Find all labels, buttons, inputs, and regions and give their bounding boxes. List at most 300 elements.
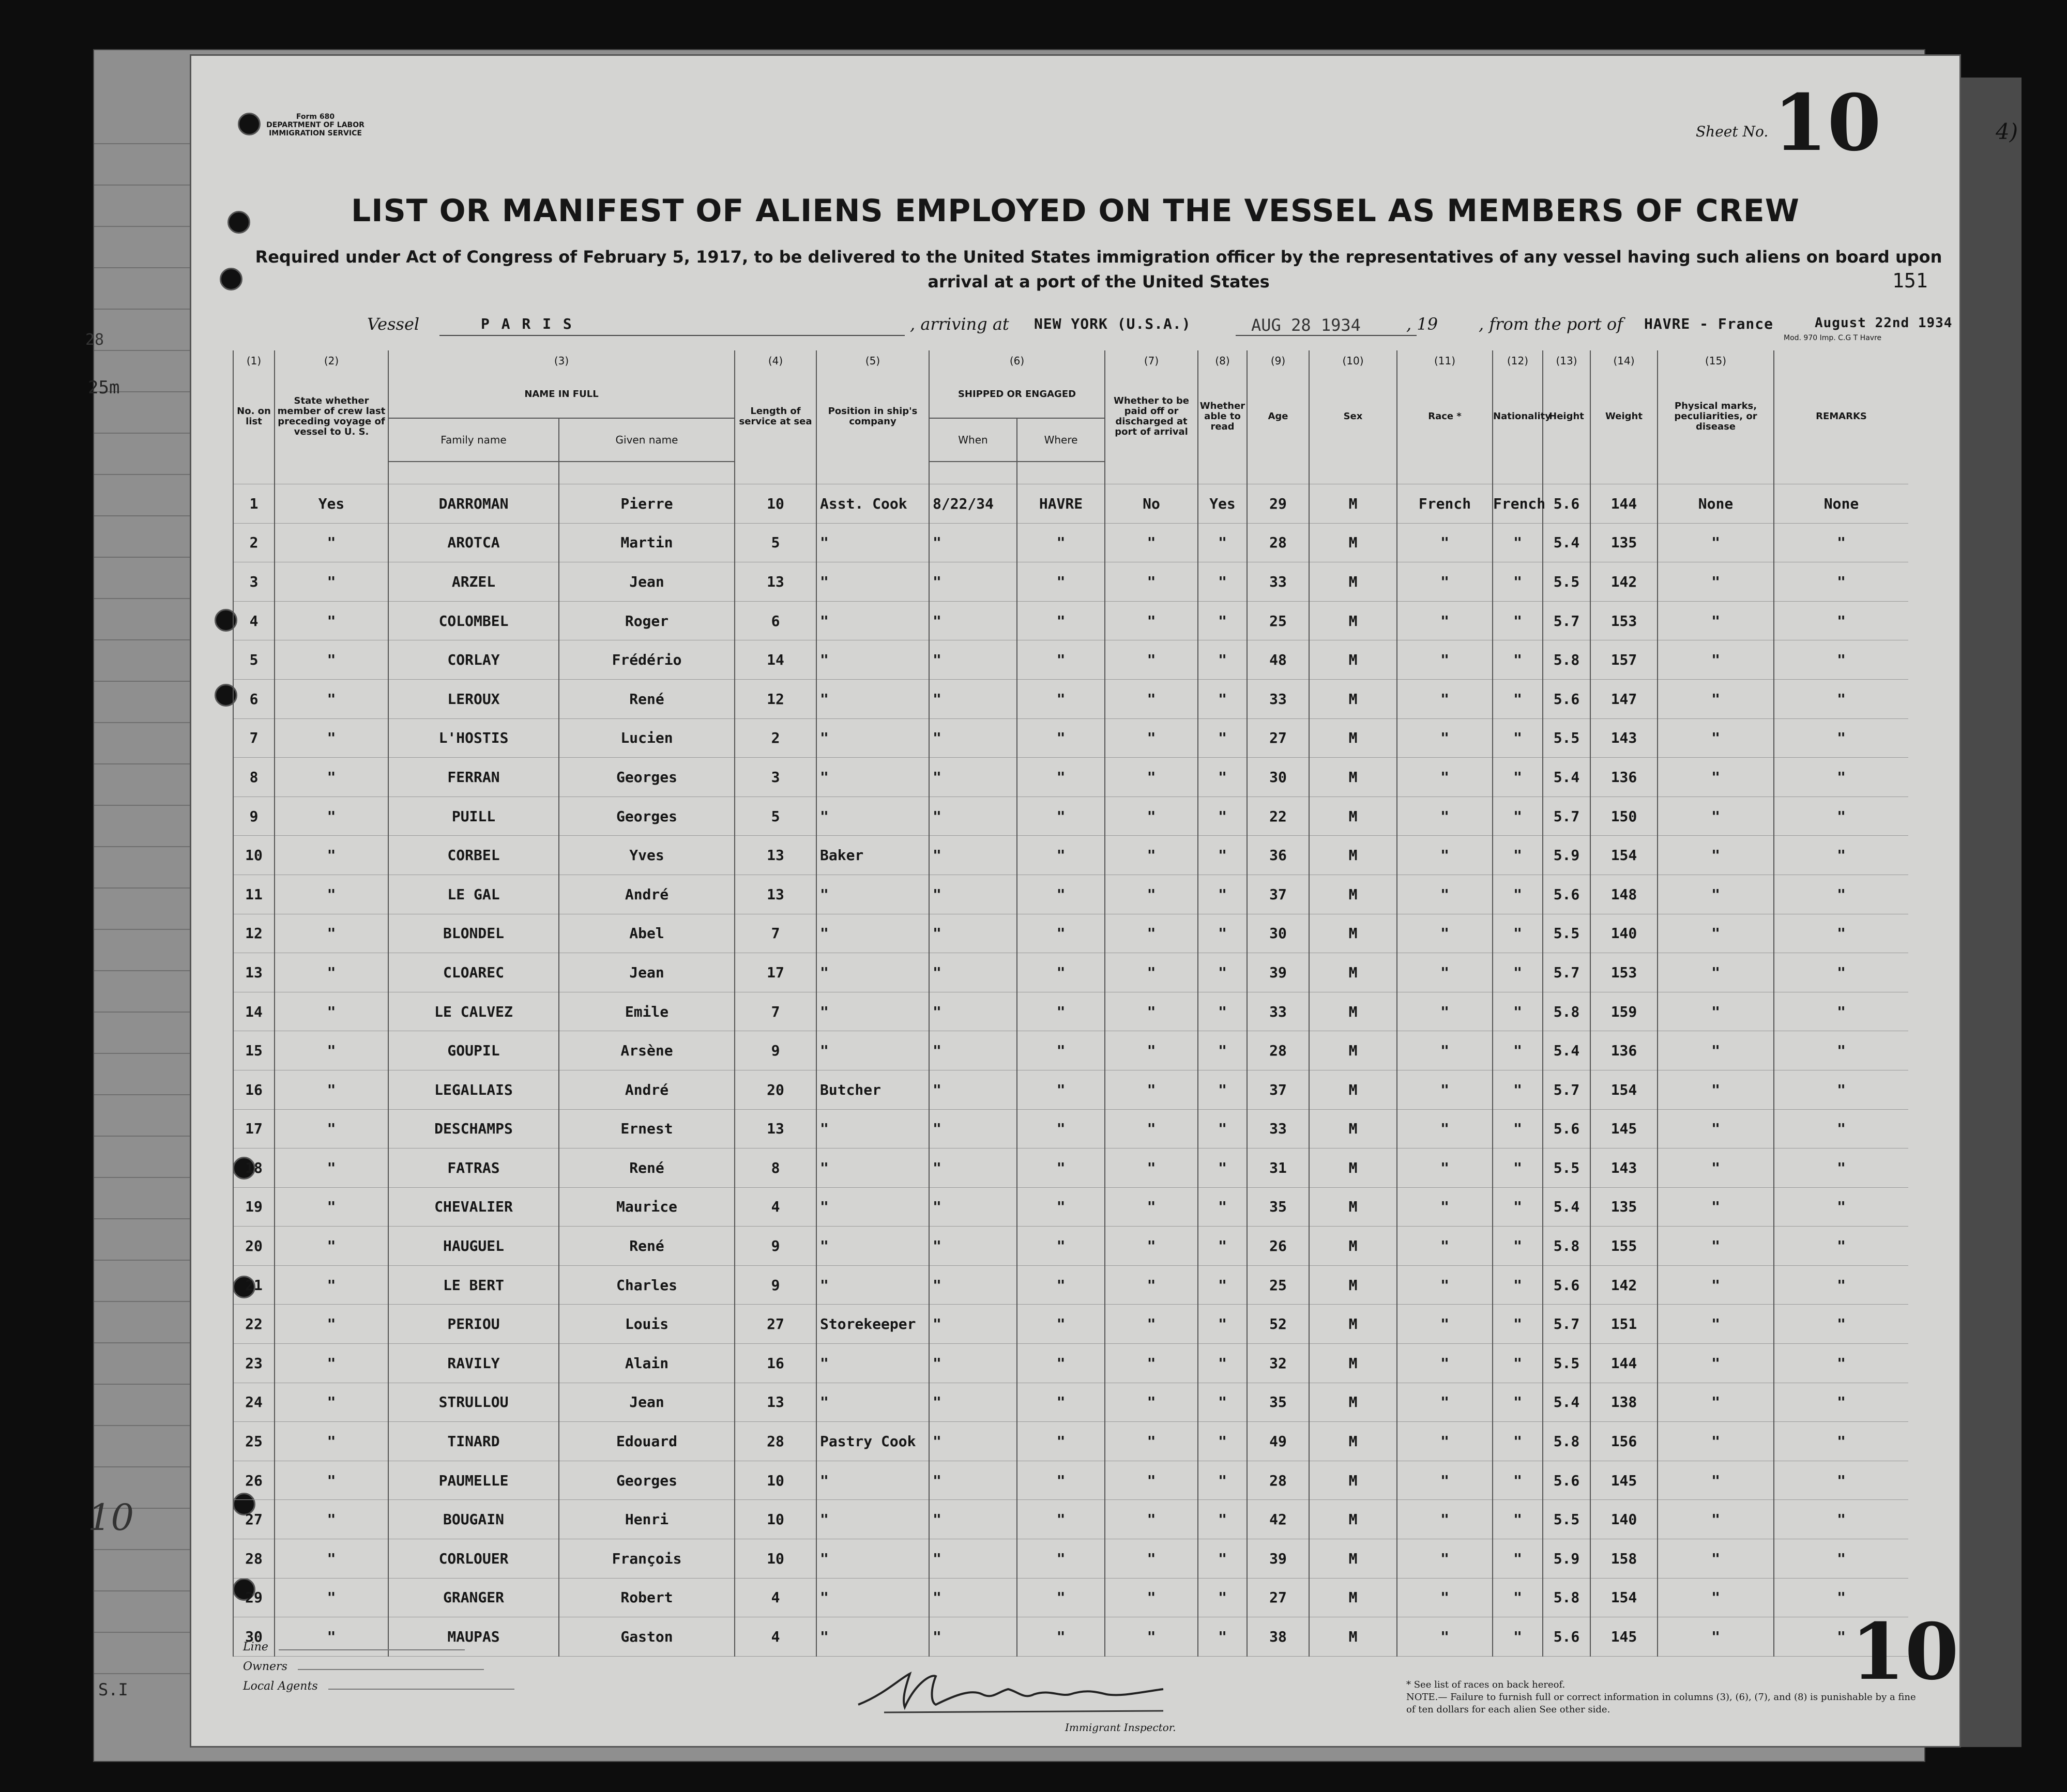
column-number: (2) (275, 350, 388, 371)
sex-cell: M (1309, 758, 1397, 797)
form-number: Form 680 (296, 113, 335, 121)
weight-cell: 145 (1590, 1109, 1658, 1148)
service-length-cell: 10 (735, 1500, 816, 1539)
column-number: (10) (1309, 350, 1397, 371)
physical-marks-cell: " (1658, 679, 1774, 718)
position-cell: " (816, 758, 929, 797)
weight-cell: 135 (1590, 1187, 1658, 1227)
physical-marks-cell: " (1658, 875, 1774, 914)
race-cell: " (1397, 640, 1493, 680)
service-length-cell: 9 (735, 1031, 816, 1070)
paid-off-cell: " (1105, 679, 1198, 718)
remarks-cell: " (1774, 758, 1908, 797)
remarks-cell: " (1774, 1461, 1908, 1500)
race-cell: " (1397, 1461, 1493, 1500)
footnote (1406, 1679, 1918, 1716)
family-name-cell: CLOAREC (388, 953, 559, 992)
crew-manifest-table (233, 350, 1908, 1657)
shipped-when-cell: " (929, 1187, 1017, 1227)
underlying-label-si: S.I (98, 1680, 128, 1699)
given-name-cell: Gaston (559, 1617, 735, 1657)
column-number: (11) (1397, 350, 1493, 371)
row-number-cell: 5 (233, 640, 275, 680)
previous-voyage-cell: " (275, 562, 388, 602)
race-cell: " (1397, 1539, 1493, 1579)
race-cell: " (1397, 836, 1493, 875)
age-cell: 30 (1247, 758, 1309, 797)
shipped-where-cell: " (1017, 1187, 1105, 1227)
height-cell: 5.7 (1543, 797, 1590, 836)
sex-cell: M (1309, 484, 1397, 524)
race-cell: " (1397, 992, 1493, 1031)
position-cell: " (816, 875, 929, 914)
able-to-read-cell: " (1198, 953, 1247, 992)
remarks-cell: " (1774, 1578, 1908, 1617)
remarks-cell: " (1774, 836, 1908, 875)
service-length-cell: 13 (735, 1383, 816, 1422)
nationality-cell: " (1493, 1578, 1543, 1617)
able-to-read-cell: " (1198, 1265, 1247, 1305)
nationality-cell: " (1493, 1148, 1543, 1188)
service-length-cell: 8 (735, 1148, 816, 1188)
position-cell: Pastry Cook (816, 1422, 929, 1461)
previous-voyage-cell: " (275, 758, 388, 797)
table-row (233, 1305, 1908, 1344)
sex-cell: M (1309, 718, 1397, 758)
table-row (233, 1070, 1908, 1109)
header-no-on-list: No. on list (233, 371, 275, 462)
row-number-cell: 18 (233, 1148, 275, 1188)
age-cell: 28 (1247, 1031, 1309, 1070)
table-row (233, 484, 1908, 524)
height-cell: 5.7 (1543, 601, 1590, 640)
table-row (233, 797, 1908, 836)
table-row (233, 1031, 1908, 1070)
position-cell: Butcher (816, 1070, 929, 1109)
form-department: DEPARTMENT OF LABOR (266, 121, 364, 129)
shipped-where-cell: " (1017, 1578, 1105, 1617)
age-cell: 42 (1247, 1500, 1309, 1539)
handwritten-count: 10 (88, 1496, 134, 1539)
previous-voyage-cell: " (275, 953, 388, 992)
column-number: (3) (388, 350, 735, 371)
nationality-cell: " (1493, 1344, 1543, 1383)
sex-cell: M (1309, 1422, 1397, 1461)
shipped-where-cell: " (1017, 523, 1105, 562)
service-length-cell: 2 (735, 718, 816, 758)
height-cell: 5.5 (1543, 1500, 1590, 1539)
previous-voyage-cell: " (275, 1500, 388, 1539)
family-name-cell: LEGALLAIS (388, 1070, 559, 1109)
departure-date: August 22nd 1934 (1815, 315, 1953, 331)
footnote-penalty: NOTE.— Failure to furnish full or correct information in columns (3), (6), (7), and (8) is punishable by a fine of ten dollars for each alien See other side. (1406, 1692, 1916, 1715)
service-length-cell: 5 (735, 797, 816, 836)
able-to-read-cell: " (1198, 1305, 1247, 1344)
age-cell: 25 (1247, 601, 1309, 640)
previous-voyage-cell: " (275, 640, 388, 680)
height-cell: 5.4 (1543, 1383, 1590, 1422)
nationality-cell: " (1493, 601, 1543, 640)
height-cell: 5.7 (1543, 1305, 1590, 1344)
service-length-cell: 13 (735, 836, 816, 875)
row-number-cell: 13 (233, 953, 275, 992)
vessel-line (191, 314, 1959, 340)
service-length-cell: 10 (735, 1539, 816, 1579)
physical-marks-cell: " (1658, 1422, 1774, 1461)
remarks-cell: " (1774, 992, 1908, 1031)
paid-off-cell: " (1105, 1617, 1198, 1657)
race-cell: " (1397, 1344, 1493, 1383)
column-number: (6) (929, 350, 1105, 371)
family-name-cell: FATRAS (388, 1148, 559, 1188)
shipped-when-cell: 8/22/34 (929, 484, 1017, 524)
shipped-when-cell: " (929, 1265, 1017, 1305)
family-name-cell: GRANGER (388, 1578, 559, 1617)
nationality-cell: " (1493, 914, 1543, 953)
weight-cell: 145 (1590, 1617, 1658, 1657)
family-name-cell: LE GAL (388, 875, 559, 914)
able-to-read-cell: " (1198, 1070, 1247, 1109)
previous-voyage-cell: " (275, 1070, 388, 1109)
race-cell: " (1397, 1148, 1493, 1188)
shipped-where-cell: " (1017, 758, 1105, 797)
sex-cell: M (1309, 1305, 1397, 1344)
sex-cell: M (1309, 1461, 1397, 1500)
family-name-cell: GOUPIL (388, 1031, 559, 1070)
paid-off-cell: " (1105, 640, 1198, 680)
physical-marks-cell: " (1658, 1227, 1774, 1266)
given-name-cell: André (559, 1070, 735, 1109)
table-row (233, 1539, 1908, 1579)
table-row (233, 679, 1908, 718)
service-length-cell: 17 (735, 953, 816, 992)
weight-cell: 154 (1590, 1070, 1658, 1109)
position-cell: Baker (816, 836, 929, 875)
table-row (233, 1265, 1908, 1305)
column-number: (7) (1105, 350, 1198, 371)
race-cell: " (1397, 953, 1493, 992)
previous-voyage-cell: " (275, 992, 388, 1031)
footer-owners-field: Owners (243, 1657, 514, 1677)
weight-cell: 136 (1590, 1031, 1658, 1070)
weight-cell: 136 (1590, 758, 1658, 797)
paid-off-cell: " (1105, 1578, 1198, 1617)
able-to-read-cell: " (1198, 1500, 1247, 1539)
previous-voyage-cell: " (275, 1617, 388, 1657)
height-cell: 5.6 (1543, 1461, 1590, 1500)
age-cell: 48 (1247, 640, 1309, 680)
shipped-when-cell: " (929, 1500, 1017, 1539)
nationality-cell: " (1493, 718, 1543, 758)
position-cell: " (816, 1500, 929, 1539)
table-row (233, 601, 1908, 640)
shipped-when-cell: " (929, 523, 1017, 562)
height-cell: 5.4 (1543, 1031, 1590, 1070)
weight-cell: 135 (1590, 523, 1658, 562)
height-cell: 5.5 (1543, 562, 1590, 602)
position-cell: " (816, 1109, 929, 1148)
inspector-label: Immigrant Inspector. (1065, 1721, 1176, 1734)
able-to-read-cell: " (1198, 1344, 1247, 1383)
header-family-name: Family name (388, 418, 559, 462)
column-number (1774, 350, 1908, 371)
header-paid-off: Whether to be paid off or discharged at port of arrival (1105, 371, 1198, 462)
able-to-read-cell: " (1198, 1187, 1247, 1227)
footer-fields (243, 1637, 514, 1696)
race-cell: " (1397, 914, 1493, 953)
remarks-cell: " (1774, 875, 1908, 914)
race-cell: " (1397, 1383, 1493, 1422)
physical-marks-cell: " (1658, 1344, 1774, 1383)
age-cell: 49 (1247, 1422, 1309, 1461)
age-cell: 33 (1247, 992, 1309, 1031)
nationality-cell: " (1493, 797, 1543, 836)
given-name-cell: Georges (559, 758, 735, 797)
table-row (233, 758, 1908, 797)
vessel-underline (439, 335, 905, 336)
previous-voyage-cell: " (275, 601, 388, 640)
sheet-number-label: Sheet No. (1696, 123, 1769, 140)
physical-marks-cell: " (1658, 1109, 1774, 1148)
given-name-cell: Martin (559, 523, 735, 562)
position-cell: " (816, 953, 929, 992)
paid-off-cell: " (1105, 1070, 1198, 1109)
physical-marks-cell: None (1658, 484, 1774, 524)
previous-voyage-cell: " (275, 679, 388, 718)
able-to-read-cell: " (1198, 1227, 1247, 1266)
able-to-read-cell: " (1198, 875, 1247, 914)
race-cell: " (1397, 1187, 1493, 1227)
age-cell: 30 (1247, 914, 1309, 953)
weight-cell: 144 (1590, 1344, 1658, 1383)
weight-cell: 145 (1590, 1461, 1658, 1500)
able-to-read-cell: " (1198, 601, 1247, 640)
service-length-cell: 13 (735, 1109, 816, 1148)
arrival-date-stamp: AUG 28 1934 (1251, 315, 1361, 335)
weight-cell: 143 (1590, 1148, 1658, 1188)
race-cell: " (1397, 1617, 1493, 1657)
family-name-cell: DESCHAMPS (388, 1109, 559, 1148)
race-cell: " (1397, 718, 1493, 758)
position-cell: " (816, 1617, 929, 1657)
family-name-cell: BLONDEL (388, 914, 559, 953)
row-number-cell: 4 (233, 601, 275, 640)
shipped-where-cell: " (1017, 601, 1105, 640)
sex-cell: M (1309, 1227, 1397, 1266)
weight-cell: 140 (1590, 914, 1658, 953)
column-number: (9) (1247, 350, 1309, 371)
shipped-where-cell: " (1017, 1265, 1105, 1305)
physical-marks-cell: " (1658, 1305, 1774, 1344)
position-cell: " (816, 601, 929, 640)
shipped-when-cell: " (929, 914, 1017, 953)
shipped-when-cell: " (929, 992, 1017, 1031)
nationality-cell: " (1493, 953, 1543, 992)
arrival-port: NEW YORK (U.S.A.) (1034, 315, 1191, 332)
race-cell: " (1397, 562, 1493, 602)
previous-voyage-cell: " (275, 718, 388, 758)
physical-marks-cell: " (1658, 1578, 1774, 1617)
shipped-when-cell: " (929, 1539, 1017, 1579)
position-cell: " (816, 992, 929, 1031)
age-cell: 26 (1247, 1227, 1309, 1266)
column-number: (12) (1493, 350, 1543, 371)
shipped-where-cell: " (1017, 953, 1105, 992)
age-cell: 38 (1247, 1617, 1309, 1657)
position-cell: " (816, 1031, 929, 1070)
header-age: Age (1247, 371, 1309, 462)
weight-cell: 158 (1590, 1539, 1658, 1579)
remarks-cell: " (1774, 1422, 1908, 1461)
age-cell: 36 (1247, 836, 1309, 875)
age-cell: 39 (1247, 1539, 1309, 1579)
able-to-read-cell: " (1198, 1461, 1247, 1500)
physical-marks-cell: " (1658, 1539, 1774, 1579)
row-number-cell: 15 (233, 1031, 275, 1070)
age-cell: 31 (1247, 1148, 1309, 1188)
position-cell: " (816, 1578, 929, 1617)
nationality-cell: " (1493, 1305, 1543, 1344)
weight-cell: 157 (1590, 640, 1658, 680)
height-cell: 5.7 (1543, 1070, 1590, 1109)
given-name-cell: René (559, 1227, 735, 1266)
shipped-when-cell: " (929, 797, 1017, 836)
position-cell: " (816, 1187, 929, 1227)
nationality-cell: " (1493, 992, 1543, 1031)
row-number-cell: 19 (233, 1187, 275, 1227)
shipped-when-cell: " (929, 679, 1017, 718)
weight-cell: 154 (1590, 836, 1658, 875)
remarks-cell: " (1774, 1617, 1908, 1657)
position-cell: Storekeeper (816, 1305, 929, 1344)
nationality-cell: " (1493, 1187, 1543, 1227)
shipped-when-cell: " (929, 1422, 1017, 1461)
height-cell: 5.4 (1543, 1187, 1590, 1227)
shipped-when-cell: " (929, 875, 1017, 914)
nationality-cell: " (1493, 1265, 1543, 1305)
physical-marks-cell: " (1658, 562, 1774, 602)
shipped-when-cell: " (929, 758, 1017, 797)
header-where: Where (1017, 418, 1105, 462)
able-to-read-cell: " (1198, 1422, 1247, 1461)
row-number-cell: 22 (233, 1305, 275, 1344)
header-when: When (929, 418, 1017, 462)
table-row (233, 562, 1908, 602)
able-to-read-cell: " (1198, 797, 1247, 836)
table-row (233, 875, 1908, 914)
shipped-where-cell: " (1017, 836, 1105, 875)
remarks-cell: " (1774, 1070, 1908, 1109)
sex-cell: M (1309, 1187, 1397, 1227)
height-cell: 5.7 (1543, 953, 1590, 992)
physical-marks-cell: " (1658, 1070, 1774, 1109)
row-number-cell: 1 (233, 484, 275, 524)
sex-cell: M (1309, 1539, 1397, 1579)
paid-off-cell: " (1105, 562, 1198, 602)
able-to-read-cell: " (1198, 718, 1247, 758)
table-row (233, 992, 1908, 1031)
weight-cell: 159 (1590, 992, 1658, 1031)
able-to-read-cell: " (1198, 1109, 1247, 1148)
previous-voyage-cell: " (275, 523, 388, 562)
shipped-where-cell: " (1017, 797, 1105, 836)
weight-cell: 153 (1590, 601, 1658, 640)
header-position: Position in ship's company (816, 371, 929, 462)
sex-cell: M (1309, 1148, 1397, 1188)
given-name-cell: Roger (559, 601, 735, 640)
position-cell: " (816, 640, 929, 680)
previous-voyage-cell: " (275, 1109, 388, 1148)
paid-off-cell: " (1105, 836, 1198, 875)
given-name-cell: Charles (559, 1265, 735, 1305)
nationality-cell: " (1493, 1617, 1543, 1657)
height-cell: 5.8 (1543, 1578, 1590, 1617)
table-row (233, 640, 1908, 680)
table-row (233, 836, 1908, 875)
physical-marks-cell: " (1658, 1461, 1774, 1500)
shipped-where-cell: " (1017, 1461, 1105, 1500)
given-name-cell: Yves (559, 836, 735, 875)
paid-off-cell: " (1105, 1227, 1198, 1266)
paid-off-cell: " (1105, 1305, 1198, 1344)
weight-cell: 150 (1590, 797, 1658, 836)
given-name-cell: Ernest (559, 1109, 735, 1148)
header-length-of-service: Length of service at sea (735, 371, 816, 462)
row-number-cell: 3 (233, 562, 275, 602)
shipped-where-cell: " (1017, 914, 1105, 953)
paid-off-cell: " (1105, 1422, 1198, 1461)
paid-off-cell: " (1105, 1539, 1198, 1579)
family-name-cell: COLOMBEL (388, 601, 559, 640)
remarks-cell: " (1774, 1539, 1908, 1579)
position-cell: Asst. Cook (816, 484, 929, 524)
remarks-cell: " (1774, 1265, 1908, 1305)
sex-cell: M (1309, 1578, 1397, 1617)
service-length-cell: 12 (735, 679, 816, 718)
service-length-cell: 4 (735, 1187, 816, 1227)
table-row (233, 1383, 1908, 1422)
sex-cell: M (1309, 679, 1397, 718)
shipped-where-cell: HAVRE (1017, 484, 1105, 524)
able-to-read-cell: Yes (1198, 484, 1247, 524)
paid-off-cell: " (1105, 1344, 1198, 1383)
crew-rows (233, 462, 1908, 1656)
given-name-cell: Henri (559, 1500, 735, 1539)
paid-off-cell: " (1105, 758, 1198, 797)
row-number-cell: 7 (233, 718, 275, 758)
shipped-when-cell: " (929, 601, 1017, 640)
margin-handwritten-mark: 4) (1996, 119, 2018, 144)
header-previous-voyage: State whether member of crew last preceding voyage of vessel to U. S. (275, 371, 388, 462)
service-length-cell: 4 (735, 1578, 816, 1617)
physical-marks-cell: " (1658, 1187, 1774, 1227)
shipped-when-cell: " (929, 1578, 1017, 1617)
nationality-cell: " (1493, 679, 1543, 718)
table-row (233, 1578, 1908, 1617)
table-row (233, 1187, 1908, 1227)
header-weight: Weight (1590, 371, 1658, 462)
shipped-when-cell: " (929, 1070, 1017, 1109)
height-cell: 5.8 (1543, 992, 1590, 1031)
shipped-where-cell: " (1017, 1227, 1105, 1266)
manifest-sheet (191, 56, 1959, 1746)
height-cell: 5.9 (1543, 836, 1590, 875)
physical-marks-cell: " (1658, 836, 1774, 875)
sex-cell: M (1309, 914, 1397, 953)
physical-marks-cell: " (1658, 758, 1774, 797)
previous-voyage-cell: Yes (275, 484, 388, 524)
family-name-cell: MAUPAS (388, 1617, 559, 1657)
